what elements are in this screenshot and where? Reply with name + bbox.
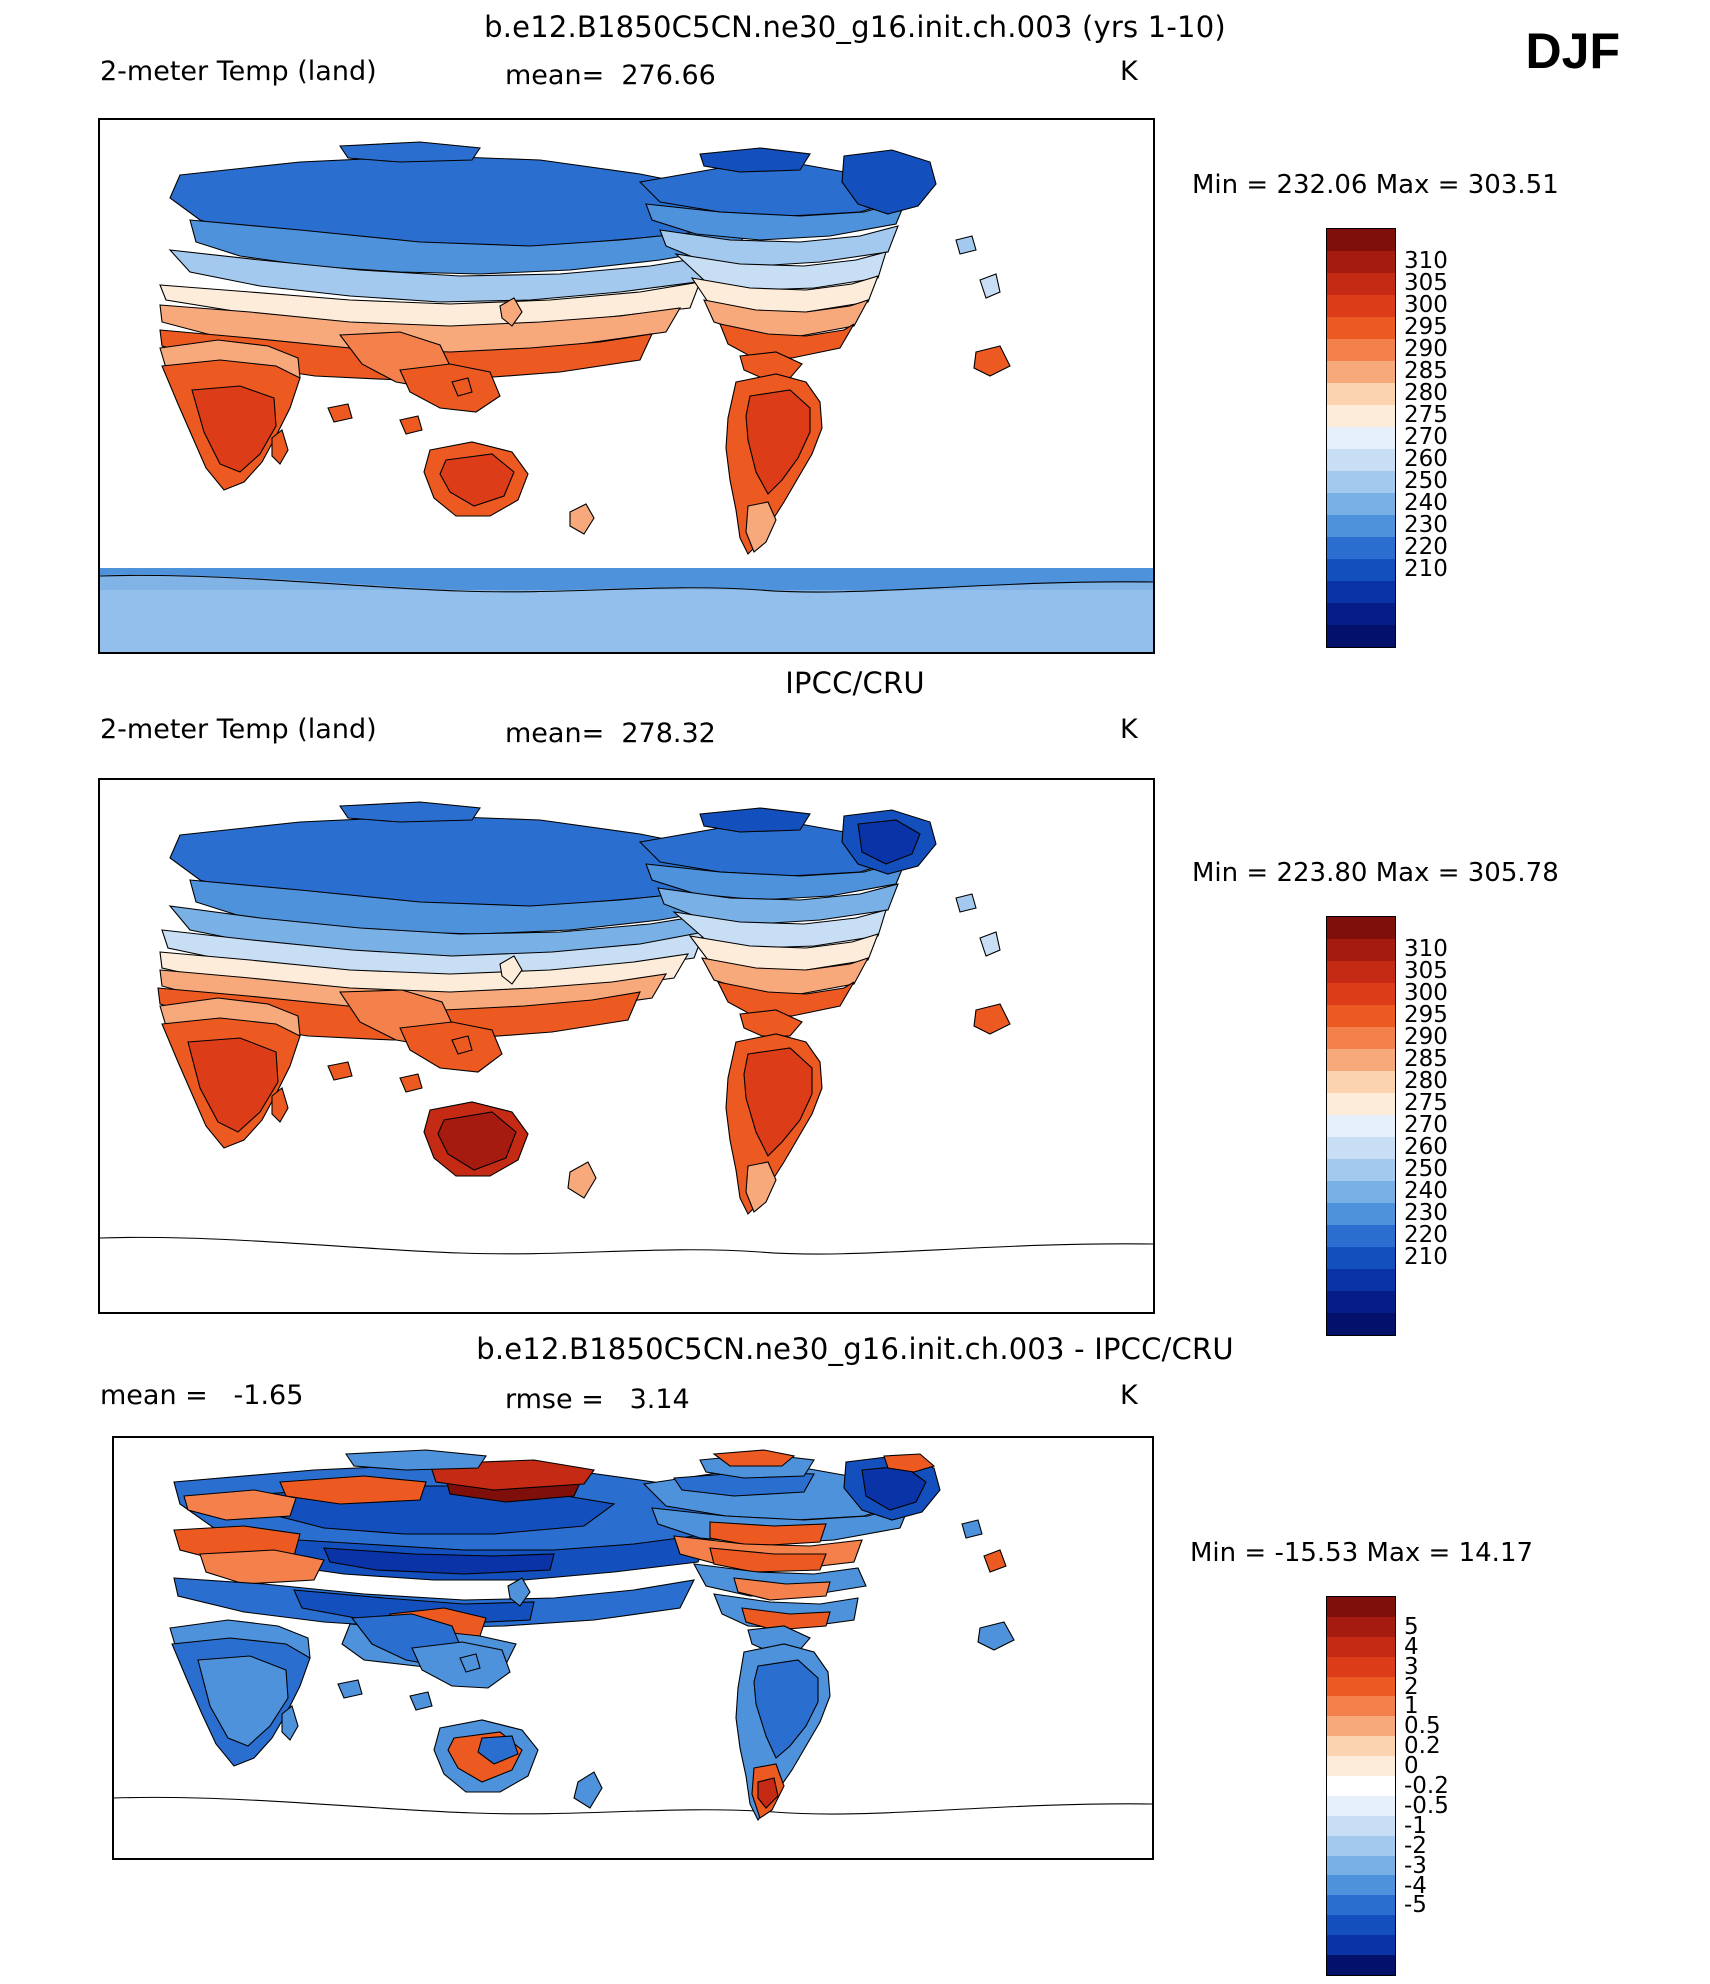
- colorbar-segment: [1327, 1915, 1395, 1935]
- colorbar-tick-label: -3: [1404, 1852, 1427, 1879]
- colorbar-tick-label: -2: [1404, 1832, 1427, 1859]
- colorbar-tick-label: 4: [1404, 1633, 1419, 1660]
- map-diff-minmax: Min = -15.53 Max = 14.17: [1190, 1538, 1534, 1568]
- colorbar-segment: [1327, 961, 1395, 983]
- colorbar-tick-label: 290: [1404, 336, 1448, 362]
- colorbar-tick-label: 310: [1404, 936, 1448, 962]
- colorbar-tick-label: 305: [1404, 270, 1448, 296]
- colorbar-segment: [1327, 939, 1395, 961]
- colorbar-diff: [1326, 1596, 1396, 1976]
- colorbar-segment: [1327, 1049, 1395, 1071]
- colorbar-tick-label: 5: [1404, 1613, 1419, 1640]
- colorbar-segment: [1327, 1935, 1395, 1955]
- colorbar-tick-label: 285: [1404, 358, 1448, 384]
- panel-model-title: b.e12.B1850C5CN.ne30_g16.init.ch.003 (yrs 1-10): [484, 10, 1226, 44]
- colorbar-tick-label: 280: [1404, 380, 1448, 406]
- panel-diff-mean: [100, 1380, 303, 1411]
- colorbar-segment: [1327, 339, 1395, 361]
- colorbar-segment: [1327, 427, 1395, 449]
- panel-diff-rmse-value: 3.14: [629, 1384, 690, 1415]
- colorbar-tick-label: 250: [1404, 468, 1448, 494]
- colorbar-segment: [1327, 1677, 1395, 1697]
- colorbar-tick-label: 210: [1404, 1244, 1448, 1270]
- colorbar-segment: [1327, 383, 1395, 405]
- colorbar-tick-label: 290: [1404, 1024, 1448, 1050]
- colorbar-segment: [1327, 1291, 1395, 1313]
- colorbar-obs: [1326, 916, 1396, 1336]
- panel-model-field: 2-meter Temp (land): [100, 56, 377, 87]
- colorbar-tick-label: 275: [1404, 402, 1448, 428]
- colorbar-segment: [1327, 317, 1395, 339]
- colorbar-segment: [1327, 361, 1395, 383]
- colorbar-segment: [1327, 295, 1395, 317]
- colorbar-tick-label: 220: [1404, 534, 1448, 560]
- panel-obs-mean-label: mean=: [505, 718, 605, 749]
- colorbar-segment: [1327, 1637, 1395, 1657]
- panel-obs-title: IPCC/CRU: [785, 666, 925, 700]
- colorbar-segment: [1327, 1657, 1395, 1677]
- colorbar-segment: [1327, 1836, 1395, 1856]
- colorbar-tick-label: -5: [1404, 1892, 1427, 1919]
- colorbar-tick-label: -1: [1404, 1812, 1427, 1839]
- colorbar-tick-label: 240: [1404, 1178, 1448, 1204]
- colorbar-segment: [1327, 1269, 1395, 1291]
- panel-diff-subheader: [0, 1380, 1710, 1420]
- colorbar-segment: [1327, 1736, 1395, 1756]
- colorbar-tick-label: 275: [1404, 1090, 1448, 1116]
- panel-diff: [0, 1318, 1710, 1974]
- colorbar-tick-label: 2: [1404, 1673, 1419, 1700]
- map-model-svg: [100, 120, 1153, 652]
- colorbar-segment: [1327, 1225, 1395, 1247]
- colorbar-tick-label: 0.2: [1404, 1733, 1441, 1760]
- panel-model-subheader: [0, 56, 1710, 96]
- panel-obs-subheader: [0, 714, 1710, 754]
- colorbar-segment: [1327, 1159, 1395, 1181]
- panel-diff-rmse-label: rmse =: [505, 1384, 604, 1415]
- season-label: DJF: [1525, 23, 1620, 79]
- colorbar-segment: [1327, 603, 1395, 625]
- colorbar-segment: [1327, 1071, 1395, 1093]
- colorbar-segment: [1327, 449, 1395, 471]
- colorbar-model: [1326, 228, 1396, 648]
- colorbar-segment: [1327, 273, 1395, 295]
- panel-model-mean-value: 276.66: [621, 60, 716, 91]
- colorbar-segment: [1327, 229, 1395, 251]
- map-model-minmax: Min = 232.06 Max = 303.51: [1192, 170, 1559, 200]
- colorbar-segment: [1327, 1955, 1395, 1975]
- colorbar-segment: [1327, 581, 1395, 603]
- colorbar-tick-label: 280: [1404, 1068, 1448, 1094]
- colorbar-segment: [1327, 1005, 1395, 1027]
- colorbar-segment: [1327, 625, 1395, 647]
- map-diff[interactable]: [112, 1436, 1154, 1860]
- colorbar-tick-label: 300: [1404, 292, 1448, 318]
- colorbar-tick-label: 250: [1404, 1156, 1448, 1182]
- colorbar-segment: [1327, 1756, 1395, 1776]
- panel-diff-mean-label: mean =: [100, 1380, 208, 1411]
- panel-diff-rmse: [505, 1384, 690, 1415]
- colorbar-segment: [1327, 983, 1395, 1005]
- colorbar-segment: [1327, 1115, 1395, 1137]
- colorbar-segment: [1327, 1027, 1395, 1049]
- colorbar-tick-label: -0.2: [1404, 1773, 1449, 1800]
- panel-obs-unit: K: [1120, 714, 1138, 745]
- colorbar-tick-label: 230: [1404, 512, 1448, 538]
- colorbar-segment: [1327, 1816, 1395, 1836]
- colorbar-segment: [1327, 1856, 1395, 1876]
- panel-model-mean: [505, 60, 716, 91]
- panel-model-unit: K: [1120, 56, 1138, 87]
- colorbar-segment: [1327, 471, 1395, 493]
- panel-model-mean-label: mean=: [505, 60, 605, 91]
- colorbar-segment: [1327, 1776, 1395, 1796]
- colorbar-segment: [1327, 1597, 1395, 1617]
- colorbar-segment: [1327, 1203, 1395, 1225]
- panel-obs: [0, 658, 1710, 1318]
- colorbar-segment: [1327, 1617, 1395, 1637]
- colorbar-tick-label: 260: [1404, 446, 1448, 472]
- panel-diff-title: b.e12.B1850C5CN.ne30_g16.init.ch.003 - IPCC/CRU: [476, 1332, 1234, 1366]
- panel-diff-mean-value: -1.65: [233, 1380, 304, 1411]
- colorbar-segment: [1327, 1875, 1395, 1895]
- colorbar-segment: [1327, 917, 1395, 939]
- colorbar-segment: [1327, 251, 1395, 273]
- colorbar-tick-label: 3: [1404, 1653, 1419, 1680]
- colorbar-tick-label: 220: [1404, 1222, 1448, 1248]
- colorbar-segment: [1327, 1895, 1395, 1915]
- colorbar-tick-label: 270: [1404, 1112, 1448, 1138]
- colorbar-segment: [1327, 405, 1395, 427]
- colorbar-segment: [1327, 1796, 1395, 1816]
- colorbar-segment: [1327, 1696, 1395, 1716]
- map-diff-svg: [114, 1438, 1152, 1858]
- colorbar-segment: [1327, 537, 1395, 559]
- colorbar-tick-label: 300: [1404, 980, 1448, 1006]
- colorbar-tick-label: -0.5: [1404, 1792, 1449, 1819]
- map-model[interactable]: [98, 118, 1155, 654]
- panel-obs-mean-value: 278.32: [621, 718, 716, 749]
- colorbar-segment: [1327, 1093, 1395, 1115]
- colorbar-segment: [1327, 493, 1395, 515]
- colorbar-segment: [1327, 1716, 1395, 1736]
- colorbar-tick-label: 310: [1404, 248, 1448, 274]
- colorbar-segment: [1327, 1247, 1395, 1269]
- colorbar-segment: [1327, 1137, 1395, 1159]
- panel-obs-mean: [505, 718, 716, 749]
- colorbar-segment: [1327, 1181, 1395, 1203]
- map-obs-minmax: Min = 223.80 Max = 305.78: [1192, 858, 1559, 888]
- colorbar-tick-label: 270: [1404, 424, 1448, 450]
- colorbar-segment: [1327, 515, 1395, 537]
- colorbar-tick-label: 295: [1404, 314, 1448, 340]
- colorbar-tick-label: 305: [1404, 958, 1448, 984]
- map-obs[interactable]: [98, 778, 1155, 1314]
- colorbar-tick-label: 285: [1404, 1046, 1448, 1072]
- colorbar-tick-label: 210: [1404, 556, 1448, 582]
- colorbar-tick-label: 230: [1404, 1200, 1448, 1226]
- colorbar-tick-label: 260: [1404, 1134, 1448, 1160]
- colorbar-tick-label: 0: [1404, 1753, 1419, 1780]
- map-obs-svg: [100, 780, 1153, 1312]
- panel-diff-unit: K: [1120, 1380, 1138, 1411]
- colorbar-tick-label: -4: [1404, 1872, 1427, 1899]
- panel-model: [0, 0, 1710, 660]
- panel-obs-field: 2-meter Temp (land): [100, 714, 377, 745]
- colorbar-tick-label: 1: [1404, 1693, 1419, 1720]
- colorbar-tick-label: 240: [1404, 490, 1448, 516]
- colorbar-tick-label: 295: [1404, 1002, 1448, 1028]
- colorbar-tick-label: 0.5: [1404, 1713, 1441, 1740]
- colorbar-segment: [1327, 559, 1395, 581]
